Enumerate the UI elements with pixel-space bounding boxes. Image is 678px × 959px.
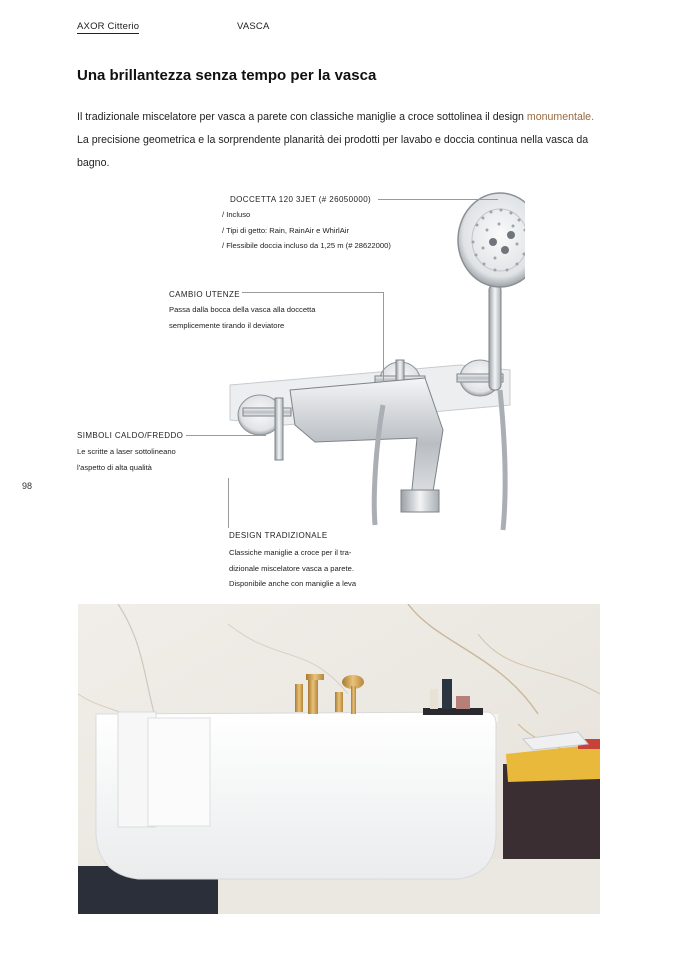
intro-paragraph bbox=[77, 106, 617, 175]
callout-cambio-leader-vertical bbox=[383, 292, 384, 382]
list-item: / Incluso bbox=[222, 210, 251, 219]
callout-design-leader bbox=[228, 478, 229, 528]
callout-doccetta-leader bbox=[378, 199, 498, 200]
page-title: Una brillantezza senza tempo per la vasca bbox=[77, 67, 377, 84]
header-section: VASCA bbox=[237, 21, 270, 32]
callout-design-body bbox=[229, 545, 356, 592]
intro-accent-word: monumentale. bbox=[526, 111, 595, 123]
list-item: / Tipi di getto: Rain, RainAir e WhirlAir bbox=[222, 225, 350, 235]
callout-line: Passa dalla bocca della vasca alla doccetta bbox=[169, 305, 316, 314]
callout-line: semplicemente tirando il deviatore bbox=[169, 320, 285, 330]
bathtub-photo bbox=[78, 604, 600, 914]
header-brand: AXOR Citterio bbox=[77, 21, 140, 32]
callout-line: Classiche maniglie a croce per il tra- bbox=[229, 548, 352, 557]
callout-simboli-heading: SIMBOLI CALDO/FREDDO bbox=[77, 431, 184, 440]
page-number: 98 bbox=[22, 481, 33, 491]
callout-cambio-leader bbox=[242, 292, 384, 293]
callout-line: Disponibile anche con maniglie a leva bbox=[229, 579, 357, 588]
intro-part1: Il tradizionale miscelatore per vasca a parete con classiche maniglie a croce sottolinea il design bbox=[77, 111, 527, 123]
callout-line: l'aspetto di alta qualità bbox=[77, 462, 152, 472]
callout-doccetta-list bbox=[222, 207, 391, 254]
list-item: / Flessibile doccia incluso da 1,25 m (# 28622000) bbox=[222, 241, 391, 250]
intro-part2: La precisione geometrica e la sorprendente planarità dei prodotti per lavabo e doccia continua nella vasca da bagno. bbox=[77, 134, 589, 169]
callout-line: dizionale miscelatore vasca a parete. bbox=[229, 563, 354, 573]
callout-design-heading: DESIGN TRADIZIONALE bbox=[229, 531, 328, 540]
callout-line: Le scritte a laser sottolineano bbox=[77, 447, 176, 456]
callout-cambio-heading: CAMBIO UTENZE bbox=[169, 290, 240, 299]
callout-simboli-leader bbox=[186, 435, 266, 436]
callout-simboli-body bbox=[77, 444, 176, 475]
callout-cambio-body bbox=[169, 302, 315, 333]
callout-doccetta-heading: DOCCETTA 120 3JET (# 26050000) bbox=[230, 195, 372, 204]
